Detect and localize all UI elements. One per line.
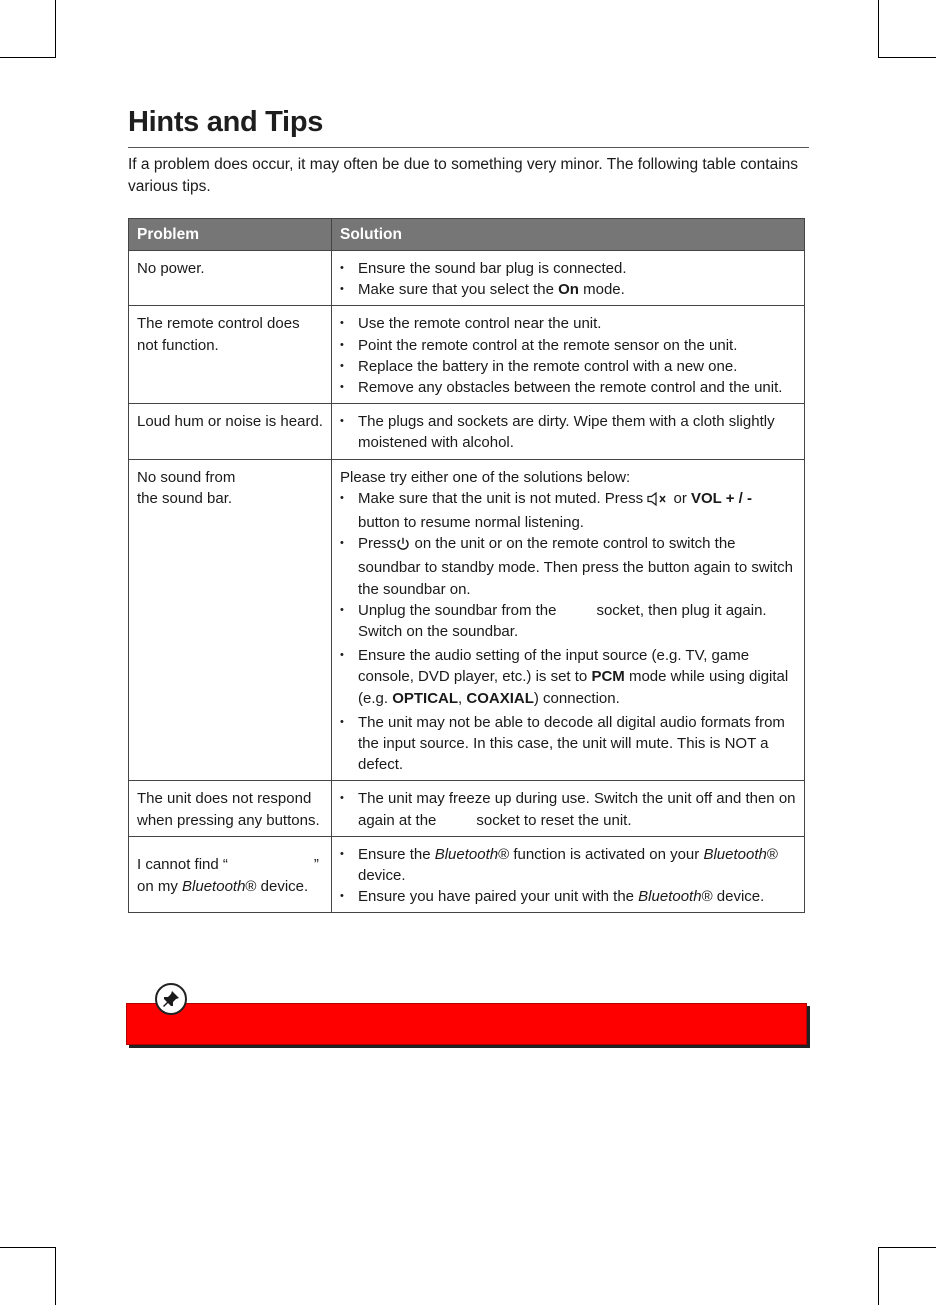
table-row — [129, 404, 805, 459]
solution-cell — [332, 459, 805, 781]
header-problem: Problem — [129, 219, 332, 251]
solution-list — [340, 788, 796, 830]
solution-item: • The plugs and sockets are dirty. Wipe them with a cloth slightly moistened with alcohol. — [340, 411, 796, 453]
optical-keyword: OPTICAL — [392, 689, 459, 707]
solution-item — [340, 600, 796, 642]
problem-text: ® device. — [245, 877, 309, 895]
solution-item — [340, 788, 796, 830]
solution-list — [340, 411, 796, 453]
problem-line: the sound bar. — [137, 489, 233, 507]
solution-item: • Replace the battery in the remote control with a new one. — [340, 356, 796, 377]
solution-text: Ensure the — [358, 845, 431, 863]
solution-text: ® function is activated on your — [498, 845, 700, 863]
solution-item — [340, 886, 796, 907]
solution-item: • Ensure the sound bar plug is connected. — [340, 258, 796, 279]
power-icon — [396, 536, 410, 557]
table-row — [129, 459, 805, 781]
problem-cell: The remote control does not function. — [129, 306, 332, 404]
solution-list — [340, 258, 796, 300]
solution-text: ® device. — [701, 888, 765, 906]
table-row — [129, 251, 805, 306]
table-row — [129, 836, 805, 913]
problem-text: on my — [137, 877, 178, 895]
solution-cell — [332, 251, 805, 306]
solution-item — [340, 645, 796, 709]
solution-cell — [332, 404, 805, 459]
problem-cell: Loud hum or noise is heard. — [129, 404, 332, 459]
problem-cell: No power. — [129, 251, 332, 306]
problem-text: I cannot find “ — [137, 856, 228, 874]
solution-cell — [332, 836, 805, 913]
on-keyword: On — [558, 281, 579, 299]
pushpin-note-icon — [155, 983, 187, 1015]
bluetooth-term: Bluetooth — [434, 845, 499, 863]
solution-lead: Please try either one of the solutions below: — [340, 468, 631, 486]
problem-line: No sound from — [137, 468, 236, 486]
table-row — [129, 781, 805, 836]
crop-mark — [0, 1247, 56, 1248]
solution-item: • Remove any obstacles between the remote control and the unit. — [340, 377, 796, 398]
coaxial-keyword: COAXIAL — [466, 689, 534, 707]
solution-text: The unit may freeze up during use. Switch the unit off and then on again at the — [358, 790, 796, 829]
vol-keyword: VOL + / - — [691, 489, 752, 507]
solution-text: , — [458, 689, 463, 707]
title-divider — [128, 147, 809, 148]
problem-text: ” — [313, 856, 319, 874]
solution-item: • Point the remote control at the remote sensor on the unit. — [340, 335, 796, 356]
solution-text: or — [673, 489, 687, 507]
mute-icon — [647, 491, 669, 512]
solution-text: Unplug the soundbar from the — [358, 601, 557, 619]
solution-text: socket to reset the unit. — [476, 811, 632, 829]
solution-text: Press — [358, 535, 397, 553]
crop-mark — [55, 1247, 56, 1305]
solution-list — [340, 844, 796, 908]
header-solution: Solution — [332, 219, 805, 251]
table-row — [129, 306, 805, 404]
table-header-row — [129, 219, 805, 251]
problem-cell — [129, 459, 332, 781]
solution-text: on the unit or on the remote control to switch the soundbar to standby mode. Then press the button again to switch the soundbar on. — [358, 535, 793, 598]
note-banner — [126, 1003, 807, 1045]
problem-cell: The unit does not respond when pressing any buttons. — [129, 781, 332, 836]
bluetooth-term: Bluetooth — [638, 888, 702, 906]
solution-item: • The unit may not be able to decode all digital audio formats from the input source. In this case, the unit will mute. This is NOT a defect. — [340, 712, 796, 776]
solution-text: Ensure you have paired your unit with the — [358, 888, 634, 906]
page-title: Hints and Tips — [128, 106, 324, 138]
crop-mark — [878, 1247, 936, 1248]
solution-text: Ensure the audio setting of the input source (e.g. TV, game console, DVD player, etc.) is set to — [358, 647, 750, 686]
pcm-keyword: PCM — [591, 668, 625, 686]
solution-text: button to resume normal listening. — [358, 514, 584, 532]
solution-text: mode. — [578, 281, 625, 299]
bluetooth-term: Bluetooth — [703, 845, 767, 863]
intro-paragraph: If a problem does occur, it may often be due to something very minor. The following table contains various tips. — [128, 156, 799, 195]
bluetooth-term: Bluetooth — [182, 877, 246, 895]
solution-item — [340, 279, 796, 300]
solution-cell — [332, 306, 805, 404]
tips-table — [128, 218, 805, 913]
crop-mark — [878, 0, 879, 58]
solution-text: Make sure that you select the — [358, 281, 559, 299]
crop-mark — [878, 1247, 879, 1305]
problem-cell — [129, 836, 332, 913]
solution-item — [340, 488, 796, 533]
solution-text: ® device. — [358, 845, 778, 885]
crop-mark — [0, 57, 56, 58]
solution-text: socket, then plug it again. Switch on the soundbar. — [358, 601, 767, 641]
solution-text: mode while using digital (e.g. — [358, 668, 789, 707]
solution-item — [340, 844, 796, 886]
crop-mark — [55, 0, 56, 58]
solution-item — [340, 533, 796, 600]
solution-text: ) connection. — [533, 689, 620, 707]
solution-item: • Use the remote control near the unit. — [340, 313, 796, 334]
solution-cell — [332, 781, 805, 836]
solution-list — [340, 488, 796, 776]
crop-mark — [878, 57, 936, 58]
solution-list — [340, 313, 796, 398]
solution-text: Make sure that the unit is not muted. Press — [358, 489, 644, 507]
